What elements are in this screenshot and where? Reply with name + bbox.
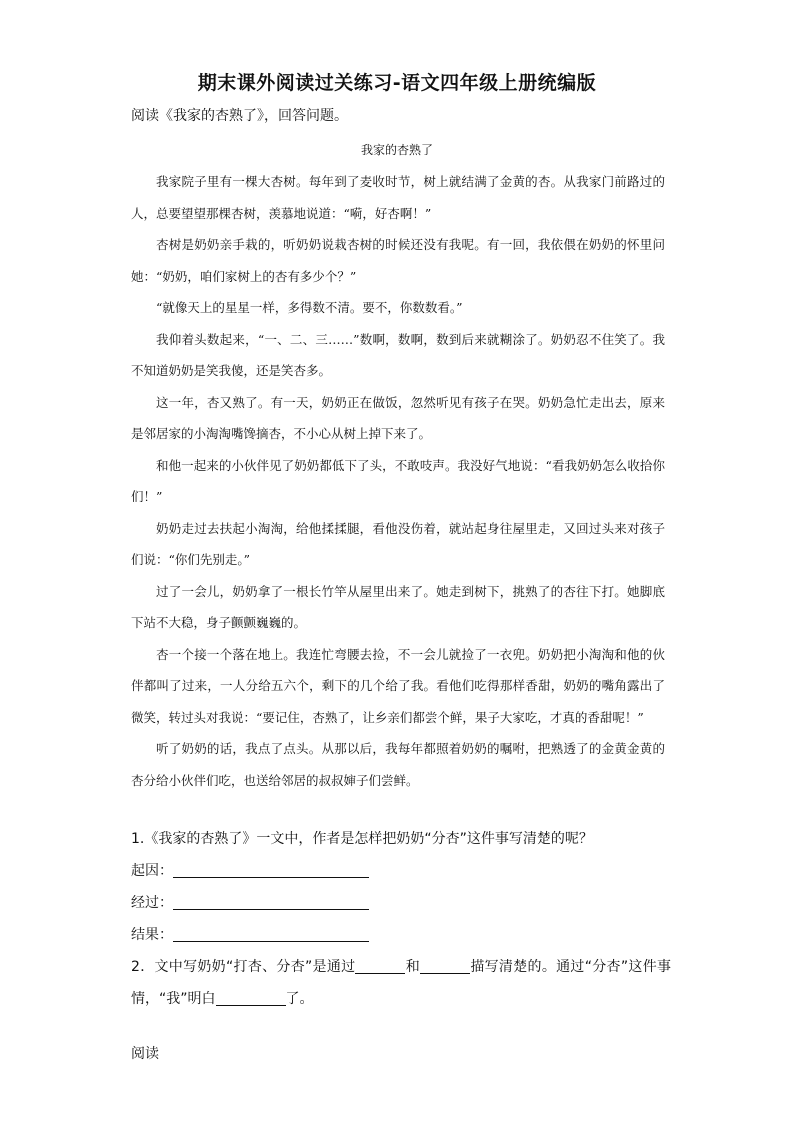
answer-row-cause bbox=[131, 855, 671, 887]
reading-instruction: 阅读《我家的杏熟了》，回答问题。 bbox=[131, 108, 348, 124]
answer-row-result bbox=[131, 919, 671, 951]
q2-text-part4: 了。 bbox=[285, 991, 314, 1007]
process-answer-blank[interactable] bbox=[173, 894, 369, 910]
q2-blank-1[interactable] bbox=[355, 958, 405, 974]
story-paragraph: 过了一会儿，奶奶拿了一根长竹竿从屋里出来了。她走到树下，挑熟了的杏往下打。她脚底下站不大稳，身子颤颤巍巍的。 bbox=[131, 583, 665, 630]
story-paragraph: 我仰着头数起来，“一、二、三……”数啊，数啊，数到后来就糊涂了。奶奶忍不住笑了。我不知道奶奶是笑我傻，还是笑杏多。 bbox=[131, 331, 665, 378]
q2-text-part3: 描写清楚的。通过“分杏”这件事情，“我”明白 bbox=[131, 959, 671, 1007]
story-paragraph: 杏树是奶奶亲手栽的，听奶奶说栽杏树的时候还没有我呢。有一回，我依偎在奶奶的怀里问她：“奶奶，咱们家树上的杏有多少个？” bbox=[131, 237, 665, 284]
cause-answer-blank[interactable] bbox=[173, 862, 369, 878]
story-paragraph: 奶奶走过去扶起小淘淘，给他揉揉腿，看他没伤着，就站起身往屋里走，又回过头来对孩子们说：“你们先别走。” bbox=[131, 520, 665, 567]
story-paragraph: 我家院子里有一棵大杏树。每年到了麦收时节，树上就结满了金黄的杏。从我家门前路过的人，总要望望那棵杏树，羡慕地说道：“嗬，好杏啊！” bbox=[131, 174, 665, 221]
q2-text-part1: 2．文中写奶奶“打杏、分杏”是通过 bbox=[131, 959, 356, 975]
story-paragraph: “就像天上的星星一样，多得数不清。要不，你数数看。” bbox=[156, 300, 463, 315]
answer-row-process bbox=[131, 887, 671, 919]
question-1: 1.《我家的杏熟了》一文中，作者是怎样把奶奶“分杏”这件事写清楚的呢？ bbox=[131, 831, 593, 847]
page-title: 期末课外阅读过关练习-语文四年级上册统编版 bbox=[197, 72, 597, 94]
q2-blank-2[interactable] bbox=[420, 958, 470, 974]
cause-label: 起因： bbox=[131, 863, 173, 879]
q2-blank-3[interactable] bbox=[216, 990, 286, 1006]
story-paragraph: 这一年，杏又熟了。有一天，奶奶正在做饭，忽然听见有孩子在哭。奶奶急忙走出去，原来是邻居家的小淘淘嘴馋摘杏，不小心从树上掉下来了。 bbox=[131, 394, 665, 441]
result-label: 结果： bbox=[131, 927, 173, 943]
story-paragraph: 听了奶奶的话，我点了点头。从那以后，我每年都照着奶奶的嘱咐，把熟透了的金黄金黄的杏分给小伙伴们吃，也送给邻居的叔叔婶子们尝鲜。 bbox=[131, 741, 665, 788]
story-title: 我家的杏熟了 bbox=[360, 143, 433, 157]
story-paragraph: 和他一起来的小伙伴见了奶奶都低下了头，不敢吱声。我没好气地说：“看我奶奶怎么收拾你们！” bbox=[131, 457, 665, 504]
question-2 bbox=[131, 951, 671, 1015]
story-paragraph: 杏一个接一个落在地上。我连忙弯腰去捡，不一会儿就捡了一衣兜。奶奶把小淘淘和他的伙伴都叫了过来，一人分给五六个，剩下的几个给了我。看他们吃得那样香甜，奶奶的嘴角露出了微笑，转过头对我说：“要记住，杏熟了，让乡亲们都尝个鲜，果子大家吃，才真的香甜呢！” bbox=[131, 646, 665, 725]
questions-section bbox=[131, 823, 671, 1015]
story-body bbox=[131, 166, 665, 796]
result-answer-blank[interactable] bbox=[173, 926, 369, 942]
q2-text-part2: 和 bbox=[405, 959, 421, 975]
next-section-label: 阅读 bbox=[131, 1046, 159, 1062]
process-label: 经过： bbox=[131, 895, 173, 911]
